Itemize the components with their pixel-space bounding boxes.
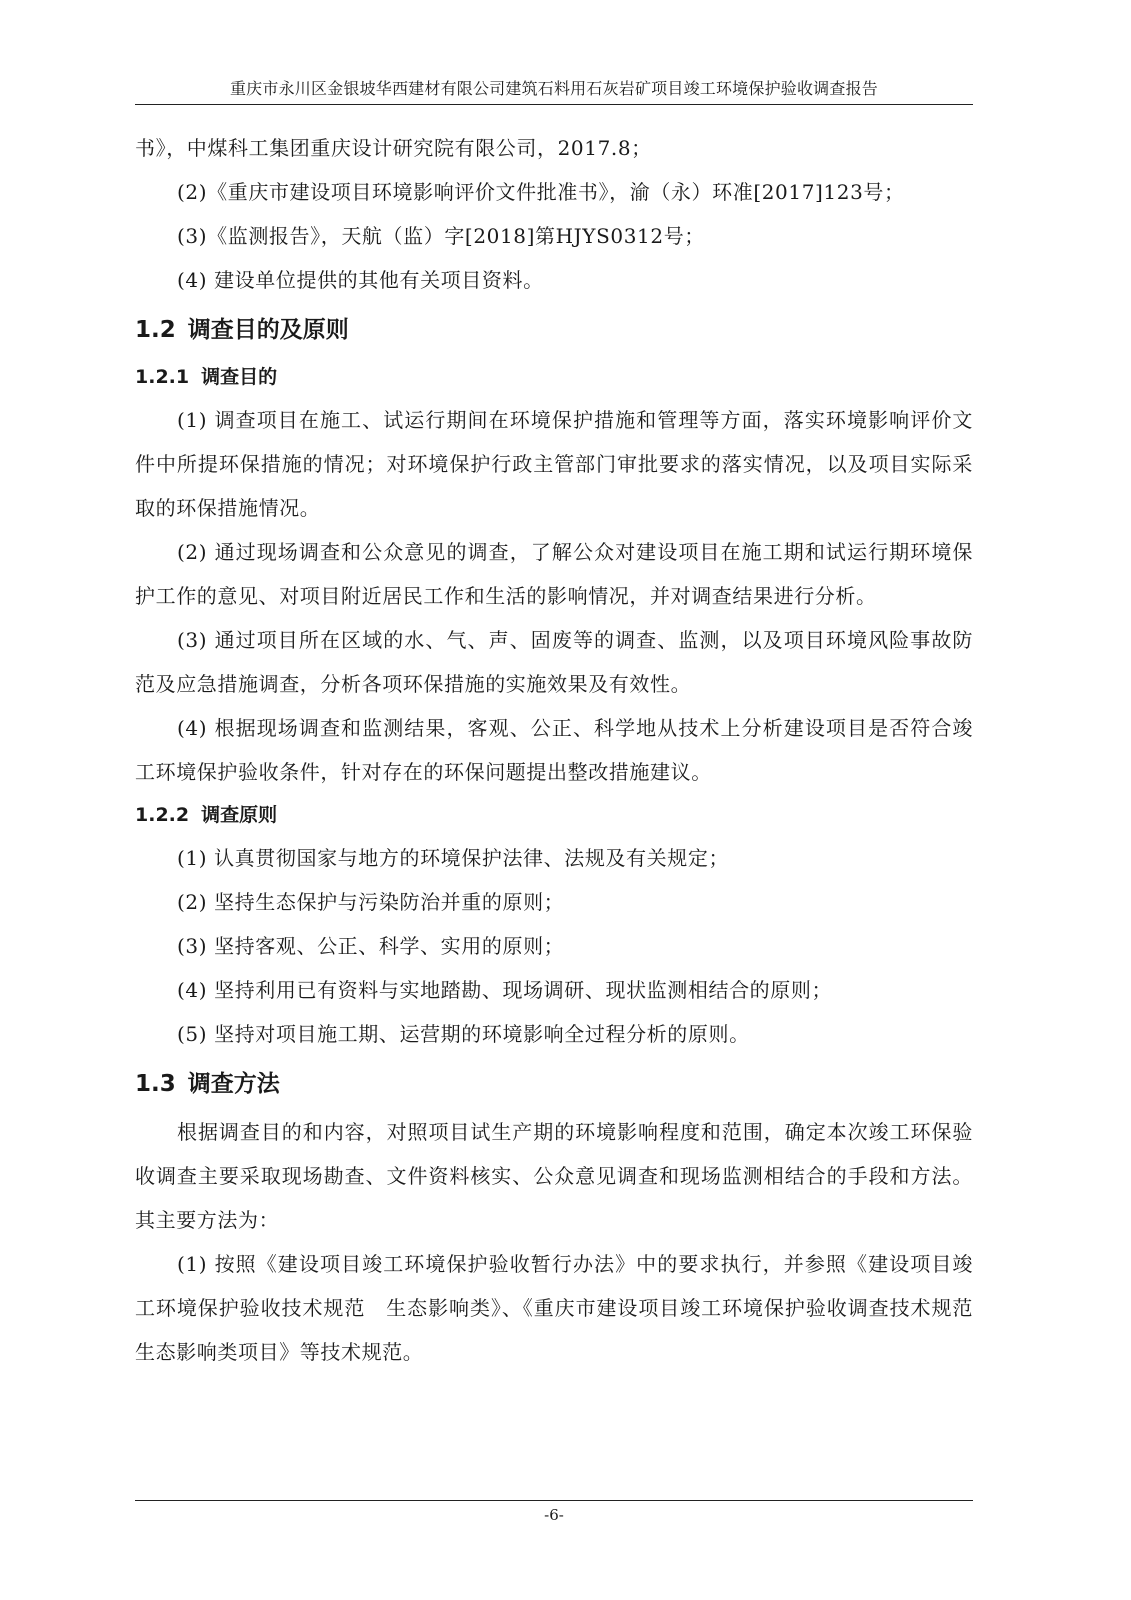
footer-divider <box>135 1500 973 1501</box>
reference-item: (3)《监测报告》，天航（监）字[2018]第HJYS0312号； <box>177 224 705 248</box>
reference-continuation: 书》，中煤科工集团重庆设计研究院有限公司，2017.8； <box>135 136 652 160</box>
section-title: 调查原则 <box>201 804 278 826</box>
purpose-item: (2) 通过现场调查和公众意见的调查，了解公众对建设项目在施工期和试运行期环境保护工作的意见、对项目附近居民工作和生活的影响情况，并对调查结果进行分析。 <box>135 540 973 608</box>
section-title: 调查方法 <box>187 1071 280 1097</box>
principle-item: (3) 坚持客观、公正、科学、实用的原则； <box>177 934 565 958</box>
principle-item: (1) 认真贯彻国家与地方的环境保护法律、法规及有关规定； <box>177 846 730 870</box>
subsection-heading-1-2-1 <box>135 356 973 398</box>
section-number: 1.3 <box>135 1071 176 1097</box>
reference-item: (4) 建设单位提供的其他有关项目资料。 <box>177 268 544 292</box>
section-number: 1.2.1 <box>135 366 190 388</box>
purpose-item: (3) 通过项目所在区域的水、气、声、固废等的调查、监测，以及项目环境风险事故防范及应急措施调查，分析各项环保措施的实施效果及有效性。 <box>135 628 973 696</box>
reference-item: (2)《重庆市建设项目环境影响评价文件批准书》，渝（永）环准[2017]123号； <box>177 180 905 204</box>
section-title: 调查目的 <box>201 366 278 388</box>
principle-item: (5) 坚持对项目施工期、运营期的环境影响全过程分析的原则。 <box>177 1022 750 1046</box>
section-title: 调查目的及原则 <box>187 317 349 343</box>
subsection-heading-1-2-2 <box>135 794 973 836</box>
method-intro: 根据调查目的和内容，对照项目试生产期的环境影响程度和范围，确定本次竣工环保验收调查主要采取现场勘查、文件资料核实、公众意见调查和现场监测相结合的手段和方法。其主要方法为： <box>135 1120 973 1232</box>
page-number: -6- <box>544 1506 564 1524</box>
header-divider <box>135 104 973 105</box>
section-heading-1-2 <box>135 308 973 352</box>
section-heading-1-3 <box>135 1062 973 1106</box>
document-body <box>135 126 994 1374</box>
purpose-item: (4) 根据现场调查和监测结果，客观、公正、科学地从技术上分析建设项目是否符合竣工环境保护验收条件，针对存在的环保问题提出整改措施建议。 <box>135 716 973 784</box>
method-item: (1) 按照《建设项目竣工环境保护验收暂行办法》中的要求执行，并参照《建设项目竣工环境保护验收技术规范 生态影响类》、《重庆市建设项目竣工环境保护验收调查技术规范 生态影响类项目》等技术规范。 <box>135 1252 994 1364</box>
principle-item: (4) 坚持利用已有资料与实地踏勘、现场调研、现状监测相结合的原则； <box>177 978 833 1002</box>
section-number: 1.2 <box>135 317 176 343</box>
section-number: 1.2.2 <box>135 804 190 826</box>
running-header: 重庆市永川区金银坡华西建材有限公司建筑石料用石灰岩矿项目竣工环境保护验收调查报告 <box>229 79 878 98</box>
principle-item: (2) 坚持生态保护与污染防治并重的原则； <box>177 890 565 914</box>
purpose-item: (1) 调查项目在施工、试运行期间在环境保护措施和管理等方面，落实环境影响评价文件中所提环保措施的情况；对环境保护行政主管部门审批要求的落实情况，以及项目实际采取的环保措施情况。 <box>135 408 973 520</box>
